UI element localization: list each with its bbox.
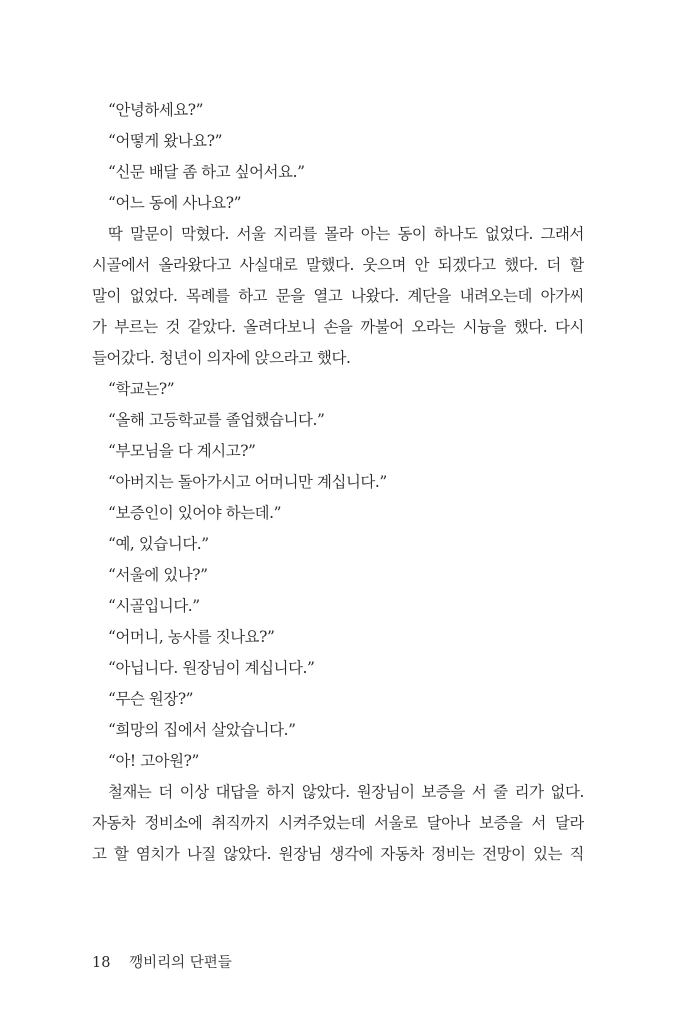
dialogue-line: “어머니, 농사를 짓나요?”	[108, 628, 275, 646]
dialogue-line: “올해 고등학교를 졸업했습니다.”	[108, 411, 325, 429]
paragraph-line: 철재는 더 이상 대답을 하지 않았다. 원장님이 보증을 서 줄 리가 없다.	[108, 783, 584, 801]
dialogue-line: “아닙니다. 원장님이 계십니다.”	[108, 659, 315, 677]
dialogue-line: “무슨 원장?”	[108, 690, 194, 708]
dialogue-line: “보증인이 있어야 하는데.”	[108, 504, 282, 522]
dialogue-line: “학교는?”	[108, 380, 175, 398]
paragraph-line: 들어갔다. 청년이 의자에 앉으라고 했다.	[92, 349, 351, 367]
paragraph-line: 딱 말문이 막혔다. 서울 지리를 몰라 아는 동이 하나도 없었다. 그래서	[108, 225, 584, 243]
paragraph-line: 가 부르는 것 같았다. 올려다보니 손을 까불어 오라는 시늉을 했다. 다시	[92, 318, 584, 336]
body-text	[92, 95, 584, 870]
dialogue-line: “희망의 집에서 살았습니다.”	[108, 721, 296, 739]
paragraph-line: 말이 없었다. 목례를 하고 문을 열고 나왔다. 계단을 내려오는데 아가씨	[92, 287, 584, 305]
paragraph-line: 고 할 염치가 나질 않았다. 원장님 생각에 자동차 정비는 전망이 있는 직	[92, 845, 584, 863]
dialogue-line: “아버지는 돌아가시고 어머니만 계십니다.”	[108, 473, 387, 491]
paragraph-line: 시골에서 올라왔다고 사실대로 말했다. 웃으며 안 되겠다고 했다. 더 할	[92, 256, 584, 274]
paragraph-line: 자동차 정비소에 취직까지 시켜주었는데 서울로 달아나 보증을 서 달라	[92, 814, 584, 832]
dialogue-line: “안녕하세요?”	[108, 101, 204, 119]
dialogue-line: “예, 있습니다.”	[108, 535, 209, 553]
book-title: 깽비리의 단편들	[129, 955, 232, 971]
dialogue-line: “어떻게 왔나요?”	[108, 132, 223, 150]
dialogue-line: “시골입니다.”	[108, 597, 200, 615]
page-number: 18	[92, 955, 111, 971]
dialogue-line: “부모님을 다 계시고?”	[108, 442, 256, 460]
dialogue-line: “아! 고아원?”	[108, 752, 199, 770]
dialogue-line: “어느 동에 사나요?”	[108, 194, 242, 212]
dialogue-line: “신문 배달 좀 하고 싶어서요.”	[108, 163, 305, 181]
dialogue-line: “서울에 있나?”	[108, 566, 208, 584]
page-footer	[92, 953, 232, 973]
